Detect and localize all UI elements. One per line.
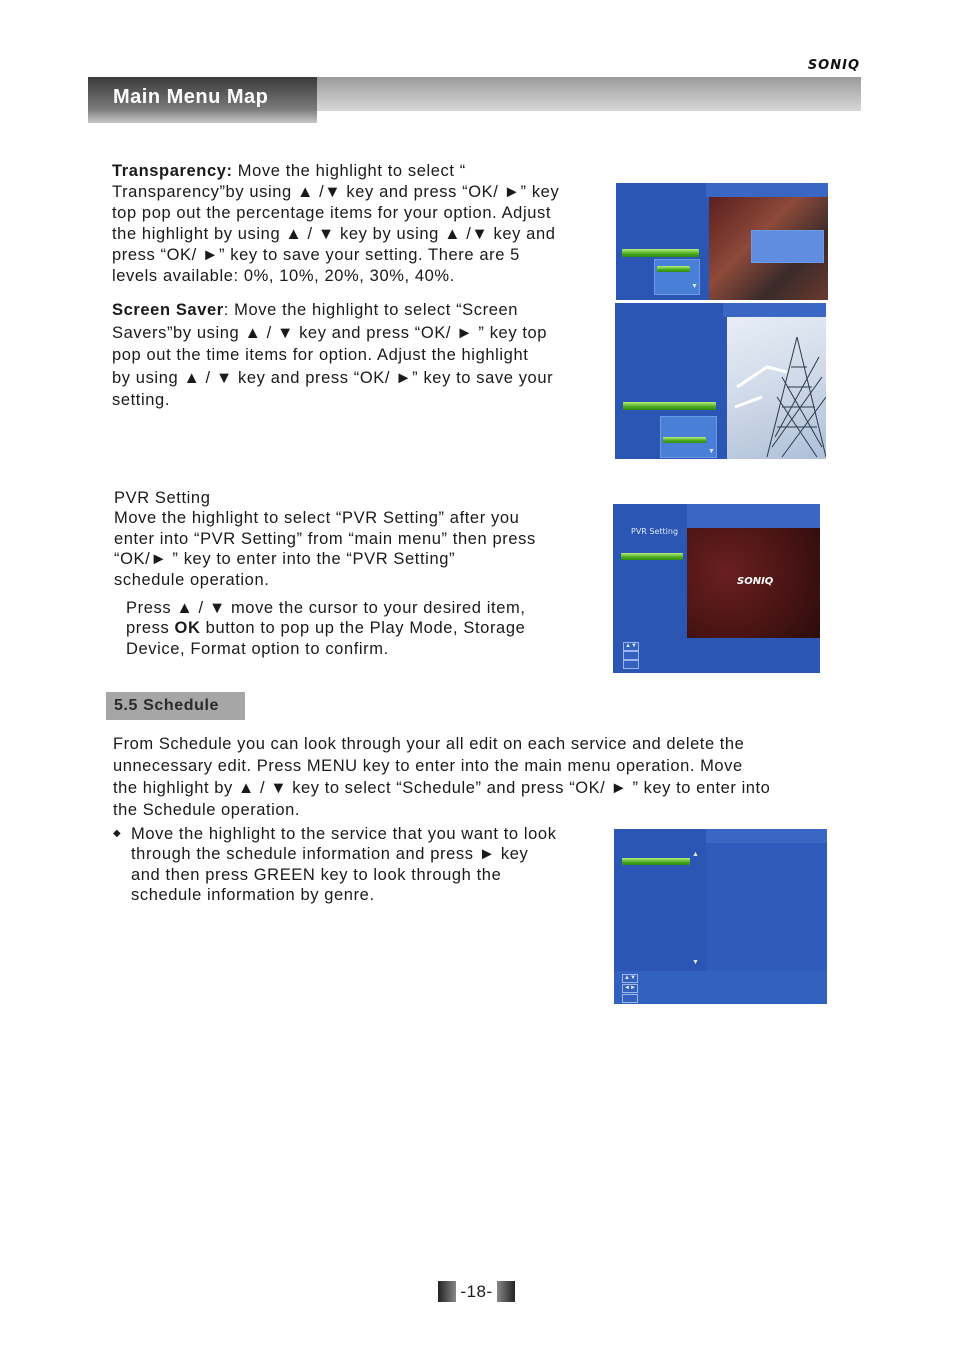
pvr-press-text: press xyxy=(126,619,175,638)
schedule-line: From Schedule you can look through your all edit on each service and delete the xyxy=(113,735,745,753)
menu-key-icon xyxy=(623,660,639,669)
schedule-bullet-line: Move the highlight to the service that you want to look xyxy=(131,825,557,843)
option-highlight xyxy=(663,437,706,443)
transparency-line: press “OK/ ►” key to save your setting. There are 5 xyxy=(112,246,520,264)
page-number xyxy=(438,1281,515,1302)
transparency-screenshot xyxy=(616,183,828,300)
pvr-press-line: Device, Format option to confirm. xyxy=(126,639,389,658)
section-title: 5.5 Schedule xyxy=(114,697,220,714)
transparency-paragraph xyxy=(112,161,607,287)
screen-saver-screenshot xyxy=(615,303,826,459)
schedule-line: unnecessary edit. Press MENU key to enter into the main menu operation. Move xyxy=(113,757,743,775)
brand-logo: SONIQ xyxy=(807,58,860,73)
screen-saver-paragraph xyxy=(112,299,607,412)
footer-strip xyxy=(614,971,827,1004)
transparency-line: Transparency”by using ▲ /▼ key and press “OK/ ►” key xyxy=(112,183,560,201)
transparency-line: levels available: 0%, 10%, 20%, 30%, 40%. xyxy=(112,267,455,285)
schedule-paragraph xyxy=(113,733,853,821)
pvr-press-line: Press ▲ / ▼ move the cursor to your desired item, xyxy=(126,599,526,617)
popup-box xyxy=(751,230,824,263)
tower-preview xyxy=(727,317,826,459)
highlight-bar xyxy=(622,249,699,257)
pvr-menu-label: PVR Setting xyxy=(631,527,679,536)
pvr-press-text: button to pop up the Play Mode, Storage xyxy=(200,619,526,638)
transparency-line: Move the highlight to select “ xyxy=(232,162,466,180)
screen-saver-line: Savers”by using ▲ / ▼ key and press “OK/ ► ” key top xyxy=(112,323,548,342)
pvr-press-paragraph xyxy=(126,598,596,659)
screen-saver-line: by using ▲ / ▼ key and press “OK/ ►” key to save your xyxy=(112,368,554,387)
pvr-line: Move the highlight to select “PVR Setting” after you xyxy=(114,509,520,528)
leftright-key-icon: ◄► xyxy=(622,984,638,993)
schedule-bullet-line: through the schedule information and press ► key xyxy=(131,845,529,864)
transparency-line: top pop out the percentage items for your option. Adjust xyxy=(112,204,552,222)
schedule-line: the Schedule operation. xyxy=(113,801,300,819)
schedule-bullet-paragraph xyxy=(131,824,606,906)
pvr-line: “OK/► ” key to enter into the “PVR Setting” xyxy=(114,550,456,569)
highlight-bar xyxy=(623,402,716,410)
tower-graphic xyxy=(727,317,826,459)
chevron-down-icon: ▼ xyxy=(708,448,715,455)
bullet-icon: ◆ xyxy=(113,828,121,839)
schedule-line: the highlight by ▲ / ▼ key to select “Schedule” and press “OK/ ► ” key to enter into xyxy=(113,779,771,797)
chevron-down-icon: ▼ xyxy=(691,283,698,290)
schedule-bullet-line: schedule information by genre. xyxy=(131,886,375,905)
updown-key-icon: ▲▼ xyxy=(623,642,639,651)
highlight-bar xyxy=(622,858,690,865)
green-key-icon xyxy=(622,994,638,1003)
option-highlight xyxy=(657,266,690,272)
pvr-screenshot xyxy=(613,504,820,673)
schedule-bullet-line: and then press GREEN key to look through the xyxy=(131,865,502,884)
pvr-paragraph xyxy=(114,488,594,590)
screen-saver-term: Screen Saver xyxy=(112,301,224,319)
highlight-bar xyxy=(621,553,683,560)
screen-saver-line: setting. xyxy=(112,391,170,409)
page-title: Main Menu Map xyxy=(113,86,269,108)
chevron-down-icon: ▼ xyxy=(692,959,699,966)
screen-saver-line: pop out the time items for option. Adjust the highlight xyxy=(112,346,529,364)
page-number-text: -18- xyxy=(460,1282,493,1301)
ok-key-icon xyxy=(623,651,639,660)
screen-saver-line: : Move the highlight to select “Screen xyxy=(223,301,519,319)
pvr-heading: PVR Setting xyxy=(114,489,211,507)
chevron-up-icon: ▲ xyxy=(692,851,699,858)
schedule-detail-panel xyxy=(706,843,827,971)
transparency-term: Transparency: xyxy=(112,162,233,180)
soniq-logo: SONIQ xyxy=(737,576,774,587)
logo-panel xyxy=(687,528,820,638)
pvr-line: schedule operation. xyxy=(114,570,270,589)
pvr-line: enter into “PVR Setting” from “main menu” then press xyxy=(114,529,536,548)
schedule-screenshot xyxy=(614,829,827,1004)
ok-keyword: OK xyxy=(174,619,201,638)
updown-key-icon: ▲▼ xyxy=(622,974,638,983)
transparency-line: the highlight by using ▲ / ▼ key by using ▲ /▼ key and xyxy=(112,225,556,243)
